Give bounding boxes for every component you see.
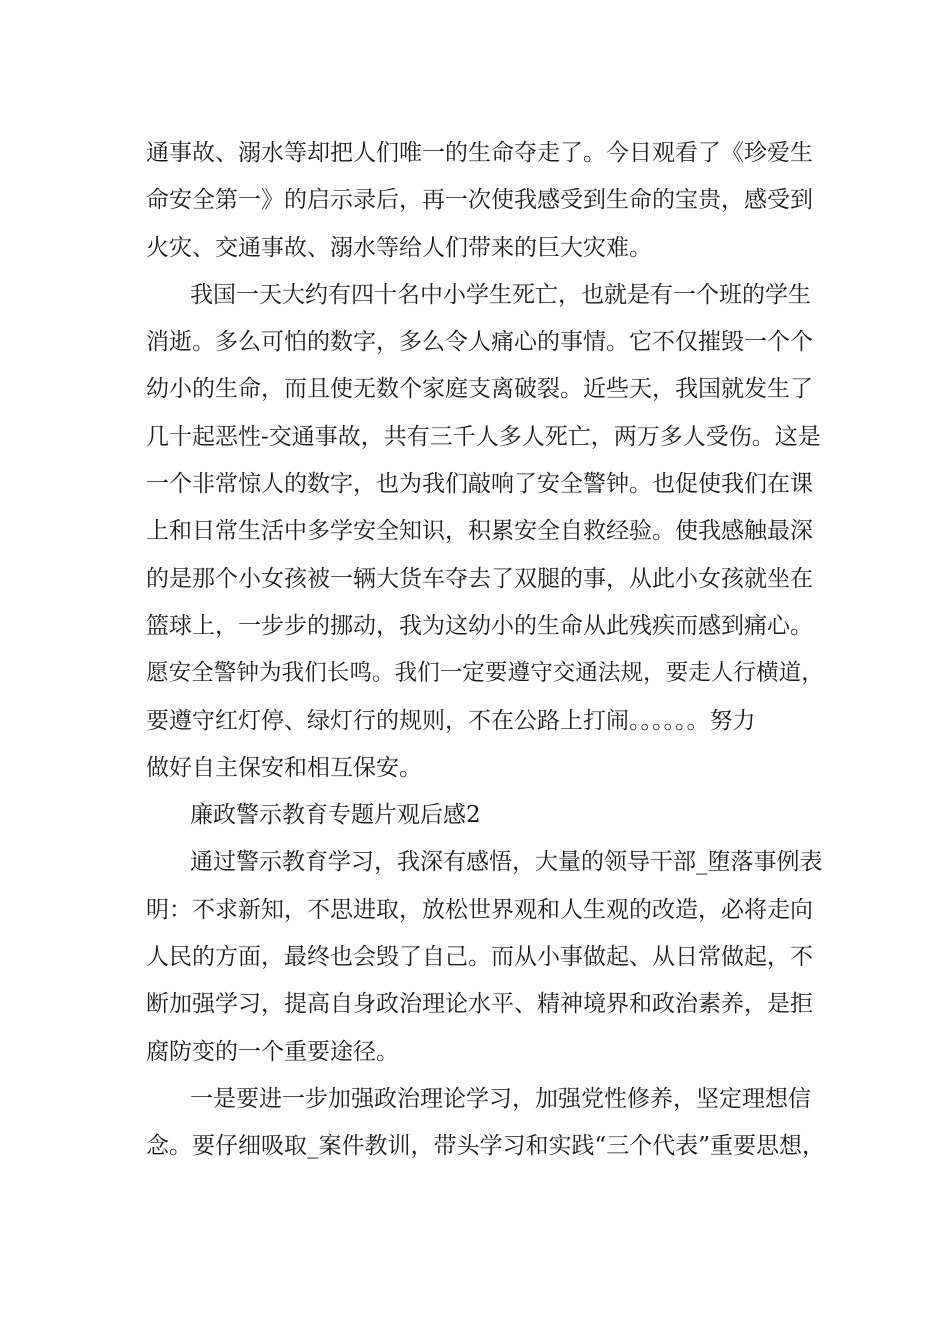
- text-line: 一是要进一步加强政治理论学习，加强党性修养，坚定理想信: [190, 1085, 811, 1112]
- text-line: 愿安全警钟为我们长鸣。我们一定要遵守交通法规，要走人行横道，: [146, 660, 824, 687]
- text-line: 通事故、溺水等却把人们唯一的生命夺走了。今日观看了《珍爱生: [146, 140, 813, 166]
- text-line: 的是那个小女孩被一辆大货车夺去了双腿的事，从此小女孩就坐在: [146, 565, 813, 592]
- text-line: 我国一天大约有四十名中小学生死亡，也就是有一个班的学生: [190, 281, 811, 308]
- text-line: 念。要仔细吸取_案件教训，带头学习和实践“三个代表”重要思想，: [146, 1133, 826, 1160]
- text-line: 要遵守红灯停、绿灯行的规则，不在公路上打闹。。。。。。努力: [146, 707, 756, 734]
- text-line: 腐防变的一个重要途径。: [146, 1038, 399, 1065]
- text-line: 上和日常生活中多学安全知识，积累安全自救经验。使我感触最深: [146, 518, 813, 545]
- text-line: 消逝。多么可怕的数字，多么令人痛心的事情。它不仅摧毁一个个: [146, 329, 813, 356]
- text-line: 命安全第一》的启示录后，再一次使我感受到生命的宝贵，感受到: [146, 187, 813, 214]
- text-line: 通过警示教育学习，我深有感悟，大量的领导干部_堕落事例表: [190, 849, 823, 876]
- text-line: 一个非常惊人的数字，也为我们敲响了安全警钟。也促使我们在课: [146, 471, 813, 498]
- text-line: 人民的方面，最终也会毁了自己。而从小事做起、从日常做起，不: [146, 944, 813, 971]
- text-line: 火灾、交通事故、溺水等给人们带来的巨大灾难。: [146, 234, 652, 261]
- text-line: 做好自主保安和相互保安。: [146, 754, 422, 781]
- text-line: 明：不求新知，不思进取，放松世界观和人生观的改造，必将走向: [146, 896, 813, 923]
- text-line: 断加强学习，提高自身政治理论水平、精神境界和政治素养，是拒: [146, 991, 813, 1018]
- text-line: 篮球上，一步步的挪动，我为这幼小的生命从此残疾而感到痛心。: [146, 612, 813, 639]
- text-line: 几十起恶性-交通事故，共有三千人多人死亡，两万多人受伤。这是: [146, 423, 821, 450]
- text-line: 幼小的生命，而且使无数个家庭支离破裂。近些天，我国就发生了: [146, 376, 813, 403]
- document-body: [146, 130, 826, 1171]
- text-line: 廉政警示教育专题片观后感2: [190, 802, 481, 829]
